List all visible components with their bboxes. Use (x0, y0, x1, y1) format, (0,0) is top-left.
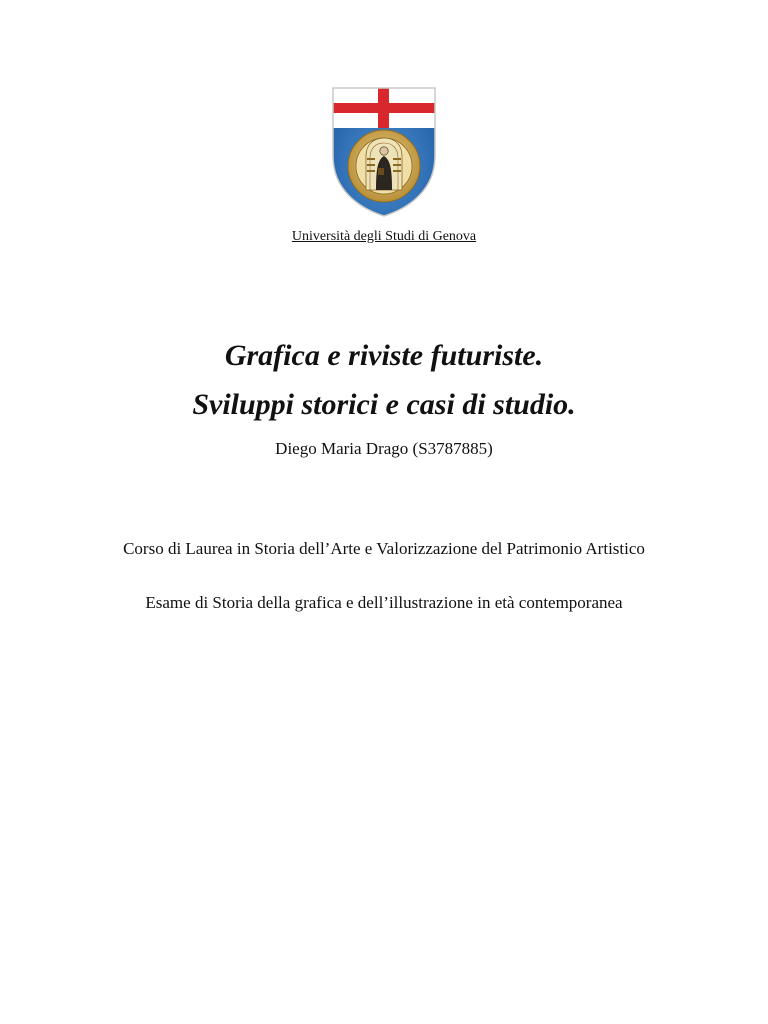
document-title-line-2: Sviluppi storici e casi di studio. (192, 388, 576, 421)
author-name: Diego Maria Drago (S3787885) (275, 439, 493, 458)
exam-name: Esame di Storia della grafica e dell’illustrazione in età contemporanea (145, 593, 623, 612)
document-title-line-1: Grafica e riviste futuriste. (224, 339, 544, 372)
university-crest-icon (331, 86, 437, 218)
university-name: Università degli Studi di Genova (291, 229, 477, 244)
course-name: Corso di Laurea in Storia dell’Arte e Valorizzazione del Patrimonio Artistico (123, 539, 645, 558)
